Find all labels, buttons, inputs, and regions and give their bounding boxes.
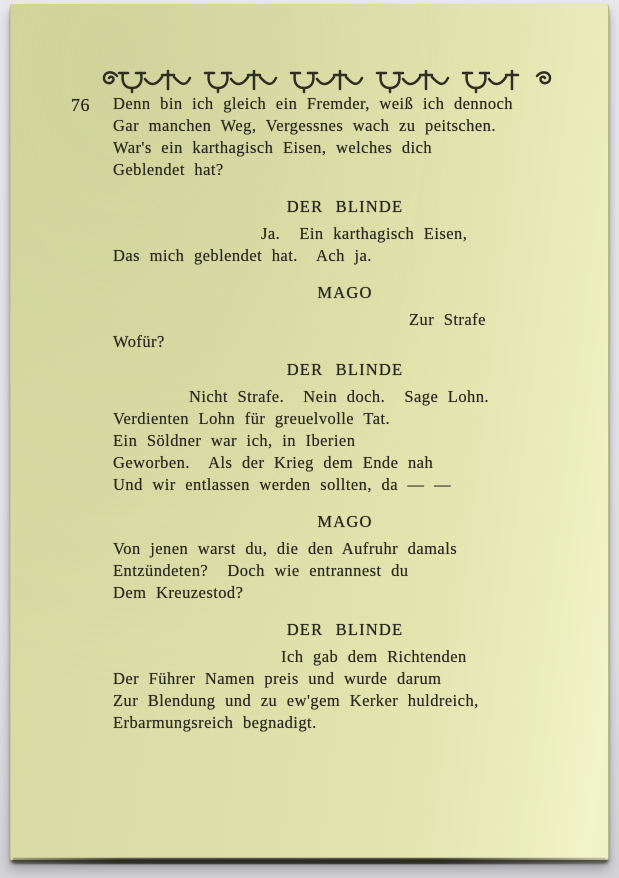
speech-continuation [113,93,553,181]
verse-line: Und wir entlassen werden sollten, da — — [113,475,452,494]
dialogue-block-der-blinde-3 [113,619,553,734]
verse-line: Erbarmungsreich begnadigt. [113,713,317,732]
book-page [10,4,609,860]
verse-line: Verdienten Lohn für greuelvolle Tat. [113,409,391,428]
page-number: 76 [71,95,90,115]
verse-line: Der Führer Namen preis und wurde darum [113,669,442,688]
verse-line: Das mich geblendet hat. Ach ja. [113,246,372,265]
speaker-heading: DER BLINDE [286,360,404,379]
verse-line: Entzündeten? Doch wie entrannest du [113,561,409,580]
dialogue-block-mago-1 [113,282,553,353]
speaker-heading: MAGO [317,512,373,531]
text-column [113,93,553,734]
verse-line: Dem Kreuzestod? [113,583,244,602]
verse-line: Ja. Ein karthagisch Eisen, [261,224,468,243]
verse-line: War's ein karthagisch Eisen, welches dich [113,138,433,157]
verse-line: Geworben. Als der Krieg dem Ende nah [113,453,434,472]
verse-line: Geblendet hat? [113,160,224,179]
verse-line: Ich gab dem Richtenden [281,647,467,666]
verse-line: Denn bin ich gleich ein Fremder, weiß ich dennoch [113,94,513,113]
scroll-band-ornament [101,66,553,96]
speaker-heading: DER BLINDE [286,620,404,639]
speaker-heading: MAGO [317,283,373,302]
verse-line: Nicht Strafe. Nein doch. Sage Lohn. [189,387,490,406]
dialogue-block-der-blinde-1 [113,196,553,267]
speaker-heading: DER BLINDE [286,197,404,216]
verse-line: Gar manchen Weg, Vergessnes wach zu peitschen. [113,116,496,135]
verse-line: Ein Söldner war ich, in Iberien [113,431,356,450]
dialogue-block-der-blinde-2 [113,359,553,496]
verse-line: Von jenen warst du, die den Aufruhr damals [113,539,458,558]
verse-line: Zur Strafe [409,310,486,329]
verse-line: Zur Blendung und zu ew'gem Kerker huldreich, [113,691,479,710]
verse-line: Wofür? [113,332,165,351]
dialogue-block-mago-2 [113,511,553,604]
